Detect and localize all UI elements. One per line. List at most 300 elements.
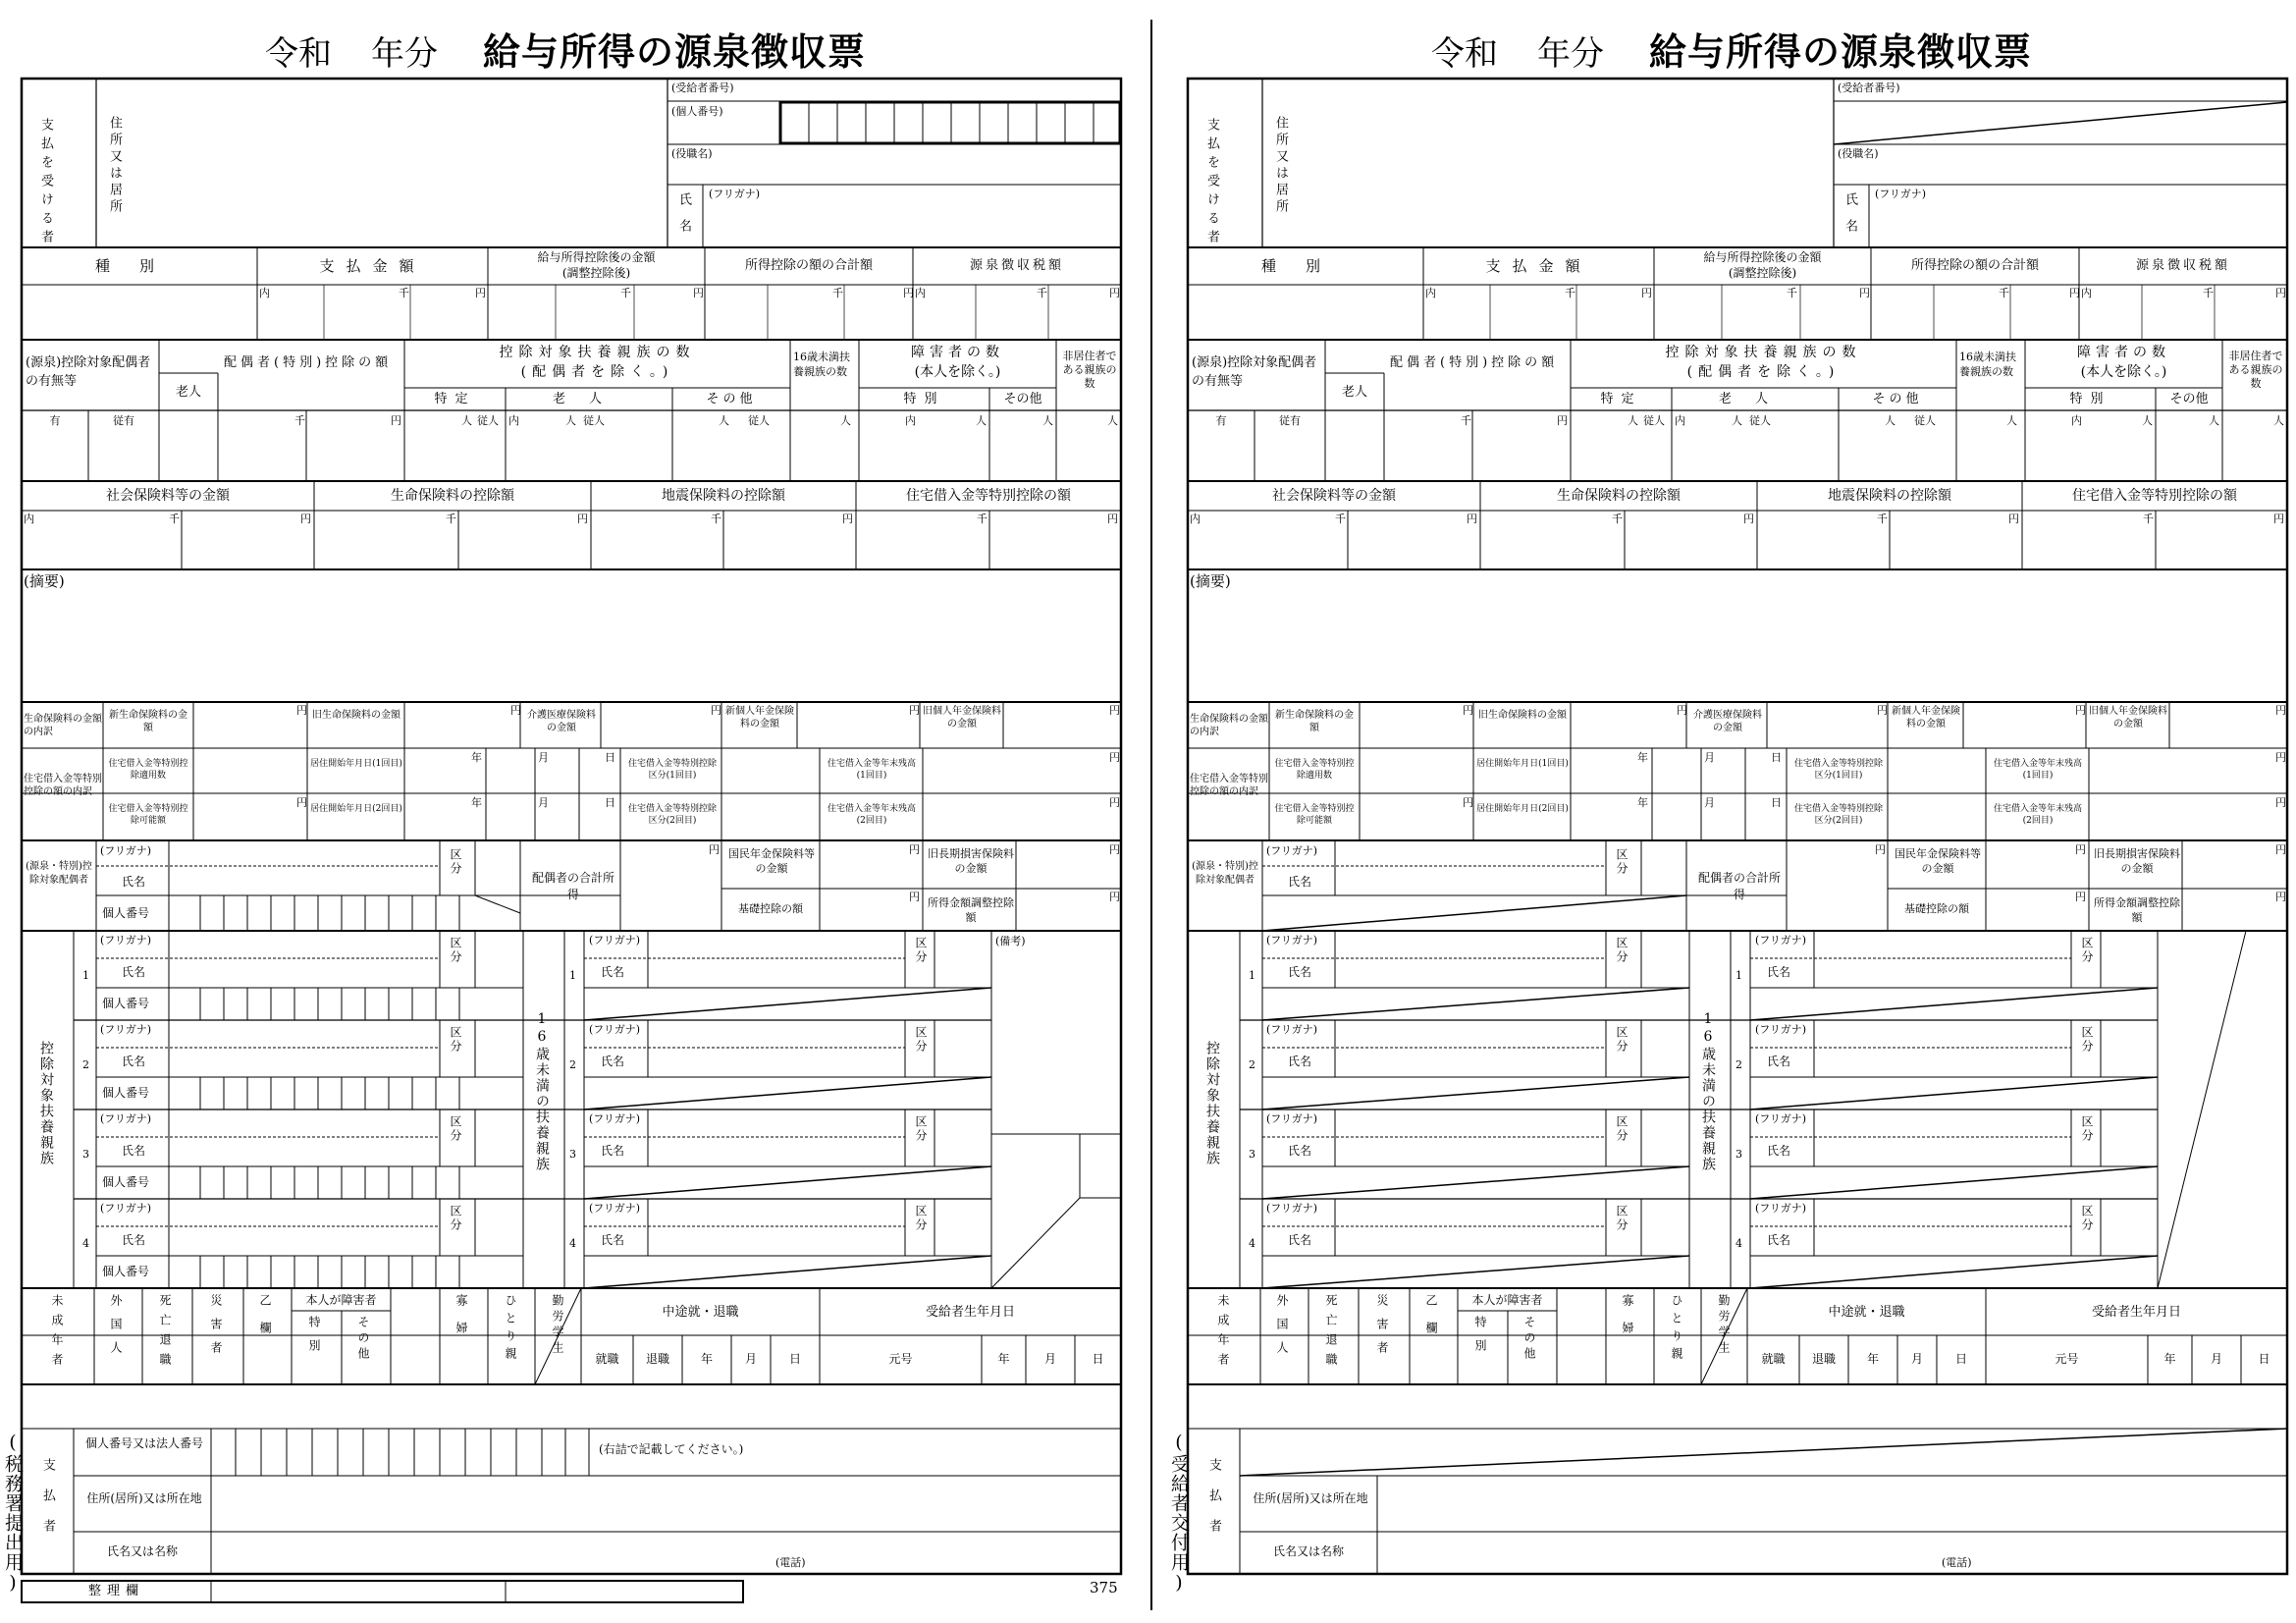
spouse-label: (源泉・特別)控除対象配偶者 [26, 861, 92, 886]
yen-mark: 円 [1875, 843, 1886, 856]
dependents-sub-label: (配偶者を除く。) [520, 364, 674, 380]
day-mark: 日 [605, 796, 615, 809]
yen-mark: 円 [1743, 513, 1754, 525]
social-label: 社会保険料等の金額 [106, 488, 230, 504]
yen-mark: 円 [1557, 414, 1568, 427]
kubun-label: 区分 [914, 1205, 928, 1232]
after-deduction-label: 給与所得控除後の金額 [537, 250, 656, 264]
payer-label: 支払者 [40, 1458, 55, 1549]
dependent-row-number: 3 [1735, 1148, 1742, 1161]
dependent-row-number: 4 [1735, 1237, 1742, 1250]
furigana-label: (フリガナ) [100, 1202, 152, 1215]
thousand-mark: 千 [1787, 287, 1797, 299]
inner-mark: 内 [1425, 287, 1436, 299]
yen-mark: 円 [2275, 704, 2286, 717]
nursing-label: 介護医療保険料の金額 [527, 710, 596, 733]
phone-label: (電話) [1942, 1556, 1972, 1569]
old-life-label: 旧生命保険料の金額 [312, 710, 400, 721]
name-label: 氏名 [601, 1055, 625, 1068]
kubun-label: 区分 [1615, 1115, 1629, 1143]
month-mark: 月 [744, 1352, 757, 1366]
name-label: 氏名 [1767, 1144, 1791, 1158]
income-adjust-label: 所得金額調整控除額 [2094, 896, 2180, 924]
yen-mark: 円 [2075, 704, 2086, 717]
recipient-no-label: (受給者番号) [1838, 81, 1900, 94]
yen-mark: 円 [711, 704, 721, 717]
year-mark: 年 [1637, 796, 1648, 809]
dependent-row-number: 2 [1735, 1058, 1742, 1071]
payer-name-label: 氏名又は名称 [106, 1544, 178, 1558]
disaster-label: 災害者 [1375, 1294, 1389, 1365]
death-retire-label: 死亡退職 [158, 1294, 172, 1373]
person-mark: 人 [1885, 414, 1896, 427]
spouse-total-income-label: 配偶者の合計所得 [1697, 871, 1781, 901]
thousand-mark: 千 [446, 513, 456, 525]
kubun-label: 区分 [914, 1115, 928, 1143]
housing-label: 住宅借入金等特別控除の額 [906, 488, 1071, 504]
thousand-mark: 千 [2203, 287, 2214, 299]
name-label: 氏名 [601, 965, 625, 979]
disabled-self-label: 本人が障害者 [305, 1293, 377, 1307]
thousand-mark: 千 [1037, 287, 1047, 299]
person-mark: 人 [461, 414, 472, 427]
inner-mark: 内 [905, 414, 916, 427]
furigana-label: (フリガナ) [1755, 1112, 1807, 1125]
month-mark: 月 [538, 751, 549, 764]
kubun-label: 区分 [1615, 1205, 1629, 1232]
life-label: 生命保険料の控除額 [391, 488, 514, 504]
furigana-label: (フリガナ) [589, 934, 641, 947]
person-mark: 人 [1042, 414, 1053, 427]
jyu-person-mark: 従人 [1643, 414, 1665, 427]
yen-mark: 円 [2275, 751, 2286, 764]
yen-mark: 円 [2075, 891, 2086, 903]
kubun-label: 区分 [914, 937, 928, 964]
name-label: 氏名 [122, 965, 146, 979]
deduction-total-label: 所得控除の額の合計額 [744, 258, 873, 273]
payment-label: 支払金額 [1485, 257, 1592, 275]
furigana-label: (フリガナ) [100, 1023, 152, 1036]
person-mark: 人 [1107, 414, 1118, 427]
employed-label: 就職 [595, 1352, 619, 1366]
spouse-personal-no-label: 個人番号 [102, 906, 150, 920]
employed-label: 就職 [1761, 1352, 1786, 1366]
nonresident-label: 非居住者である親族の数 [2228, 350, 2283, 390]
dependent-row-number: 2 [82, 1058, 89, 1071]
furigana-label: (フリガナ) [100, 1112, 152, 1125]
spouse-name-label: 氏名 [1288, 875, 1312, 889]
new-life-label: 新生命保険料の金額 [1275, 710, 1354, 733]
furigana-label: (フリガナ) [1875, 188, 1927, 200]
payer-name-label: 氏名又は名称 [1272, 1544, 1344, 1558]
social-label: 社会保険料等の金額 [1272, 488, 1396, 504]
thousand-mark: 千 [169, 513, 180, 525]
spouse-total-income-label: 配偶者の合計所得 [531, 871, 614, 901]
yen-mark: 円 [2008, 513, 2019, 525]
single-parent-label: ひとり親 [504, 1294, 517, 1365]
year-mark: 年 [700, 1352, 713, 1366]
other-flag-label: その他 [1522, 1316, 1536, 1363]
withholding-label: 源泉徴収税額 [2135, 258, 2230, 273]
person-mark: 人 [2142, 414, 2153, 427]
balance-1-label: 住宅借入金等年末残高(1回目) [1993, 759, 2082, 781]
furigana-label: (フリガナ) [589, 1112, 641, 1125]
name-label: 氏名 [122, 1055, 146, 1068]
dependent-row-number: 3 [82, 1148, 89, 1161]
start-date-2-label: 居住開始年月日(2回目) [1476, 804, 1569, 814]
basic-deduction-label: 基礎控除の額 [1904, 902, 1969, 915]
life-label: 生命保険料の控除額 [1557, 488, 1681, 504]
yen-mark: 円 [300, 513, 311, 525]
kubun-label: 区分 [914, 1026, 928, 1054]
widow-label: 寡婦 [1621, 1294, 1634, 1349]
other-label: その他 [706, 392, 757, 406]
dependents-count-label: 控除対象扶養親族の数 [1665, 345, 1862, 360]
kubun-label: 区分 [2080, 937, 2094, 964]
spouse-name-label: 氏名 [122, 875, 146, 889]
thousand-mark: 千 [1612, 513, 1623, 525]
category-1-label: 住宅借入金等特別控除区分(1回目) [627, 759, 717, 781]
yen-mark: 円 [1107, 513, 1118, 525]
yen-mark: 円 [693, 287, 704, 299]
jyu-person-mark: 従人 [1749, 414, 1771, 427]
housing-breakdown-label: 住宅借入金等特別控除の額の内訳 [24, 774, 102, 797]
kubun-label: 区分 [1615, 1026, 1629, 1054]
person-mark: 人 [2209, 414, 2219, 427]
person-mark: 人 [976, 414, 987, 427]
spouse-special-label: 配偶者(特別)控除の額 [1390, 355, 1559, 370]
dependent-row-number: 1 [569, 969, 576, 982]
thousand-mark: 千 [711, 513, 721, 525]
dependents-count-label: 控除対象扶養親族の数 [499, 345, 696, 360]
old-life-label: 旧生命保険料の金額 [1478, 710, 1567, 721]
tax-office-copy [0, 0, 1139, 1623]
personal-no-label: 個人番号 [102, 997, 150, 1010]
housing-eligible-label: 住宅借入金等特別控除適用数 [108, 759, 188, 781]
thousand-mark: 千 [294, 414, 305, 427]
foreign-label: 外国人 [109, 1294, 123, 1365]
year-mark: 年 [471, 751, 482, 764]
spouse-furigana-label: (フリガナ) [1266, 844, 1318, 857]
kubun-label: 区分 [449, 1205, 462, 1232]
spouse-special-label: 配偶者(特別)控除の額 [224, 355, 393, 370]
dependent-row-number: 4 [82, 1237, 89, 1250]
start-date-2-label: 居住開始年月日(2回目) [310, 804, 402, 814]
spouse-presence-label: (源泉)控除対象配偶者の有無等 [26, 355, 151, 389]
after-deduction-sub: (調整控除後) [561, 266, 631, 280]
payer-address-label: 住所(居所)又は所在地 [86, 1491, 202, 1505]
yen-mark: 円 [1677, 704, 1687, 717]
national-pension-label: 国民年金保険料等の金額 [728, 847, 815, 875]
housing-possible-label: 住宅借入金等特別控除可能額 [108, 804, 188, 826]
era-label: 元号 [2055, 1352, 2079, 1366]
payer-personal-no-label: 個人番号又は法人番号 [84, 1436, 203, 1450]
under16-dependents-label: 16歳未満の扶養親族 [1700, 1011, 1716, 1172]
furigana-label: (フリガナ) [1266, 934, 1318, 947]
furigana-label: (フリガナ) [1266, 1112, 1318, 1125]
furigana-label: (フリガナ) [589, 1202, 641, 1215]
phone-label: (電話) [775, 1556, 806, 1569]
disabled-sub-label: (本人を除く。) [914, 364, 1001, 380]
personal-no-label: (個人番号) [671, 105, 723, 118]
yen-mark: 円 [1109, 891, 1120, 903]
month-mark: 月 [2210, 1352, 2222, 1366]
yen-mark: 円 [2273, 513, 2284, 525]
payer-note: (右詰で記載してください。) [599, 1442, 744, 1456]
balance-2-label: 住宅借入金等年末残高(2回目) [827, 804, 916, 826]
deduction-total-label: 所得控除の額の合計額 [1910, 258, 2039, 273]
dependents-remarks-label: (備考) [995, 935, 1026, 947]
spouse-kubun-label: 区分 [1615, 848, 1629, 876]
remarks-label: (摘要) [24, 572, 65, 590]
jyu-person-mark: 従人 [583, 414, 605, 427]
yen-mark: 円 [1109, 843, 1120, 856]
thousand-mark: 千 [832, 287, 843, 299]
yen-mark: 円 [1877, 704, 1888, 717]
address-label: 住所又は居所 [107, 116, 122, 216]
disaster-label: 災害者 [209, 1294, 223, 1365]
yen-mark: 円 [909, 891, 920, 903]
yen-mark: 円 [2275, 891, 2286, 903]
specific-label: 特定 [1600, 392, 1642, 406]
day-mark: 日 [1771, 796, 1782, 809]
single-parent-label: ひとり親 [1670, 1294, 1683, 1365]
person-mark: 人 [565, 414, 576, 427]
name-label: 氏名 [601, 1144, 625, 1158]
yen-mark: 円 [2069, 287, 2080, 299]
name-label: 氏名 [122, 1233, 146, 1247]
dependents-label: 控除対象扶養親族 [1204, 1041, 1220, 1166]
old-long-term-label: 旧長期損害保険料の金額 [928, 847, 1014, 875]
name-label: 氏名 [1767, 1233, 1791, 1247]
kubun-label: 区分 [2080, 1026, 2094, 1054]
thousand-mark: 千 [620, 287, 631, 299]
seiri-label: 整理欄 [87, 1584, 144, 1598]
month-mark: 月 [538, 796, 549, 809]
yen-mark: 円 [2275, 287, 2286, 299]
recipient-copy [1166, 0, 2296, 1623]
recipient-label: 支払を受ける者 [38, 118, 53, 248]
life-breakdown-label: 生命保険料の金額の内訳 [24, 714, 102, 737]
old-long-term-label: 旧長期損害保険料の金額 [2094, 847, 2180, 875]
retired-label: 退職 [1811, 1352, 1836, 1366]
person-mark: 人 [2273, 414, 2284, 427]
form-title: 令和 年分 給与所得の源泉徴収票 [265, 29, 867, 74]
spouse-label: (源泉・特別)控除対象配偶者 [1192, 861, 1258, 886]
other-label: その他 [1872, 392, 1923, 406]
position-label: (役職名) [671, 147, 713, 160]
furigana-label: (フリガナ) [100, 934, 152, 947]
spouse-furigana-label: (フリガナ) [100, 844, 152, 857]
person-mark: 人 [2006, 414, 2017, 427]
yen-mark: 円 [2275, 843, 2286, 856]
personal-no-label: 個人番号 [102, 1265, 150, 1278]
name-label: 氏名 [1288, 1233, 1312, 1247]
dependents-label: 控除対象扶養親族 [38, 1041, 54, 1166]
name-label: 氏名 [1842, 192, 1857, 245]
inner-mark: 内 [2071, 414, 2082, 427]
day-mark: 日 [788, 1352, 801, 1366]
yen-mark: 円 [296, 704, 307, 717]
balance-1-label: 住宅借入金等年末残高(1回目) [827, 759, 916, 781]
mid-year-label: 中途就・退職 [1828, 1305, 1905, 1320]
inner-mark: 内 [259, 287, 270, 299]
disabled-self-label: 本人が障害者 [1471, 1293, 1543, 1307]
yen-mark: 円 [475, 287, 486, 299]
housing-label: 住宅借入金等特別控除の額 [2072, 488, 2237, 504]
inner-mark: 内 [1190, 513, 1201, 525]
old-pension-label: 旧個人年金保険料の金額 [923, 706, 1001, 730]
yen-mark: 円 [909, 843, 920, 856]
kubun-label: 区分 [449, 937, 462, 964]
thousand-mark: 千 [977, 513, 988, 525]
dependent-row-number: 4 [569, 1237, 576, 1250]
balance-2-label: 住宅借入金等年末残高(2回目) [1993, 804, 2082, 826]
person-mark: 人 [719, 414, 729, 427]
elderly-label: 老人 [175, 385, 201, 400]
spouse-kubun-label: 区分 [449, 848, 462, 876]
dependent-row-number: 4 [1249, 1237, 1255, 1250]
dependent-row-number: 1 [82, 969, 89, 982]
birth-label: 受給者生年月日 [2091, 1305, 2181, 1320]
specific-label: 特定 [434, 392, 476, 406]
start-date-1-label: 居住開始年月日(1回目) [1476, 759, 1569, 769]
day-mark: 日 [605, 751, 615, 764]
yen-mark: 円 [903, 287, 914, 299]
month-mark: 月 [1910, 1352, 1923, 1366]
kubun-label: 区分 [449, 1115, 462, 1143]
jyu-person-mark: 従人 [1914, 414, 1936, 427]
category-2-label: 住宅借入金等特別控除区分(2回目) [1793, 804, 1883, 826]
yen-mark: 円 [1467, 513, 1477, 525]
birth-label: 受給者生年月日 [925, 1305, 1015, 1320]
inner-mark: 内 [508, 414, 519, 427]
housing-breakdown-label: 住宅借入金等特別控除の額の内訳 [1190, 774, 1268, 797]
form-title: 令和 年分 給与所得の源泉徴収票 [1431, 29, 2033, 74]
name-label: 氏名 [1288, 1144, 1312, 1158]
kubun-label: 区分 [1615, 937, 1629, 964]
month-mark: 月 [1704, 796, 1715, 809]
day-mark: 日 [2258, 1352, 2270, 1366]
inner-mark: 内 [24, 513, 34, 525]
yen-mark: 円 [577, 513, 588, 525]
year-mark: 年 [1637, 751, 1648, 764]
year-mark: 年 [997, 1352, 1010, 1366]
dependent-row-number: 3 [569, 1148, 576, 1161]
after-deduction-label: 給与所得控除後の金額 [1703, 250, 1822, 264]
kind-label: 種別 [1260, 257, 1350, 275]
other-label: その他 [2169, 392, 2209, 406]
death-retire-label: 死亡退職 [1324, 1294, 1338, 1373]
furigana-label: (フリガナ) [589, 1023, 641, 1036]
life-breakdown-label: 生命保険料の金額の内訳 [1190, 714, 1268, 737]
category-2-label: 住宅借入金等特別控除区分(2回目) [627, 804, 717, 826]
other-label: その他 [1003, 392, 1042, 406]
yen-mark: 円 [1859, 287, 1870, 299]
dependents-sub-label: (配偶者を除く。) [1686, 364, 1841, 380]
remarks-label: (摘要) [1190, 572, 1231, 590]
minor-label: 未成年者 [1216, 1294, 1230, 1373]
inner-mark: 内 [915, 287, 926, 299]
minor-label: 未成年者 [50, 1294, 64, 1373]
otsu-label: 乙欄 [1424, 1294, 1438, 1349]
era-label: 元号 [888, 1352, 913, 1366]
jyu-yes-mark: 従有 [113, 414, 134, 427]
thousand-mark: 千 [2143, 513, 2154, 525]
yen-mark: 円 [1109, 796, 1120, 809]
furigana-label: (フリガナ) [1266, 1023, 1318, 1036]
personal-no-label: 個人番号 [102, 1086, 150, 1100]
furigana-label: (フリガナ) [1755, 934, 1807, 947]
payer-address-label: 住所(居所)又は所在地 [1253, 1491, 1368, 1505]
earthquake-label: 地震保険料の控除額 [662, 488, 785, 504]
recipient-no-label: (受給者番号) [671, 81, 734, 94]
mid-year-label: 中途就・退職 [662, 1305, 739, 1320]
special-flag-label: 特別 [1473, 1316, 1487, 1363]
thousand-mark: 千 [399, 287, 409, 299]
year-mark: 年 [1866, 1352, 1879, 1366]
disabled-sub-label: (本人を除く。) [2080, 364, 2167, 380]
yen-mark: 円 [1463, 796, 1473, 809]
kubun-label: 区分 [2080, 1115, 2094, 1143]
dependent-row-number: 2 [569, 1058, 576, 1071]
new-pension-label: 新個人年金保険料の金額 [1892, 706, 1960, 730]
furigana-label: (フリガナ) [1755, 1023, 1807, 1036]
under16-dependents-label: 16歳未満の扶養親族 [534, 1011, 550, 1172]
yen-mark: 円 [842, 513, 853, 525]
yen-mark: 円 [1109, 751, 1120, 764]
nonresident-label: 非居住者である親族の数 [1062, 350, 1117, 390]
spouse-presence-label: (源泉)控除対象配偶者の有無等 [1192, 355, 1317, 389]
yen-mark: 円 [1109, 287, 1120, 299]
yes-mark: 有 [1215, 414, 1227, 427]
kind-label: 種別 [94, 257, 184, 275]
widow-label: 寡婦 [454, 1294, 468, 1349]
furigana-label: (フリガナ) [1266, 1202, 1318, 1215]
start-date-1-label: 居住開始年月日(1回目) [310, 759, 402, 769]
year-mark: 年 [2163, 1352, 2176, 1366]
name-label: 氏名 [122, 1144, 146, 1158]
new-life-label: 新生命保険料の金額 [109, 710, 187, 733]
yen-mark: 円 [1641, 287, 1652, 299]
yen-mark: 円 [391, 414, 401, 427]
year-mark: 年 [471, 796, 482, 809]
after-deduction-sub: (調整控除後) [1728, 266, 1797, 280]
income-adjust-label: 所得金額調整控除額 [928, 896, 1014, 924]
disabled-label: 障害者の数 [911, 345, 1004, 360]
yen-mark: 円 [296, 796, 307, 809]
furigana-label: (フリガナ) [709, 188, 761, 200]
name-label: 氏名 [1288, 1055, 1312, 1068]
dependent-row-number: 2 [1249, 1058, 1255, 1071]
category-1-label: 住宅借入金等特別控除区分(1回目) [1793, 759, 1883, 781]
national-pension-label: 国民年金保険料等の金額 [1895, 847, 1981, 875]
inner-mark: 内 [1675, 414, 1685, 427]
kubun-label: 区分 [449, 1026, 462, 1054]
under16-label: 16歳未満扶養親族の数 [793, 351, 850, 378]
yen-mark: 円 [1463, 704, 1473, 717]
yen-mark: 円 [2275, 796, 2286, 809]
day-mark: 日 [1092, 1352, 1104, 1366]
inner-mark: 内 [2081, 287, 2092, 299]
page-number: 375 [1090, 1579, 1118, 1596]
thousand-mark: 千 [1999, 287, 2009, 299]
special-label: 特別 [903, 392, 945, 406]
otsu-label: 乙欄 [258, 1294, 272, 1349]
kubun-label: 区分 [2080, 1205, 2094, 1232]
new-pension-label: 新個人年金保険料の金額 [725, 706, 794, 730]
elderly-label: 老人 [1341, 385, 1367, 400]
